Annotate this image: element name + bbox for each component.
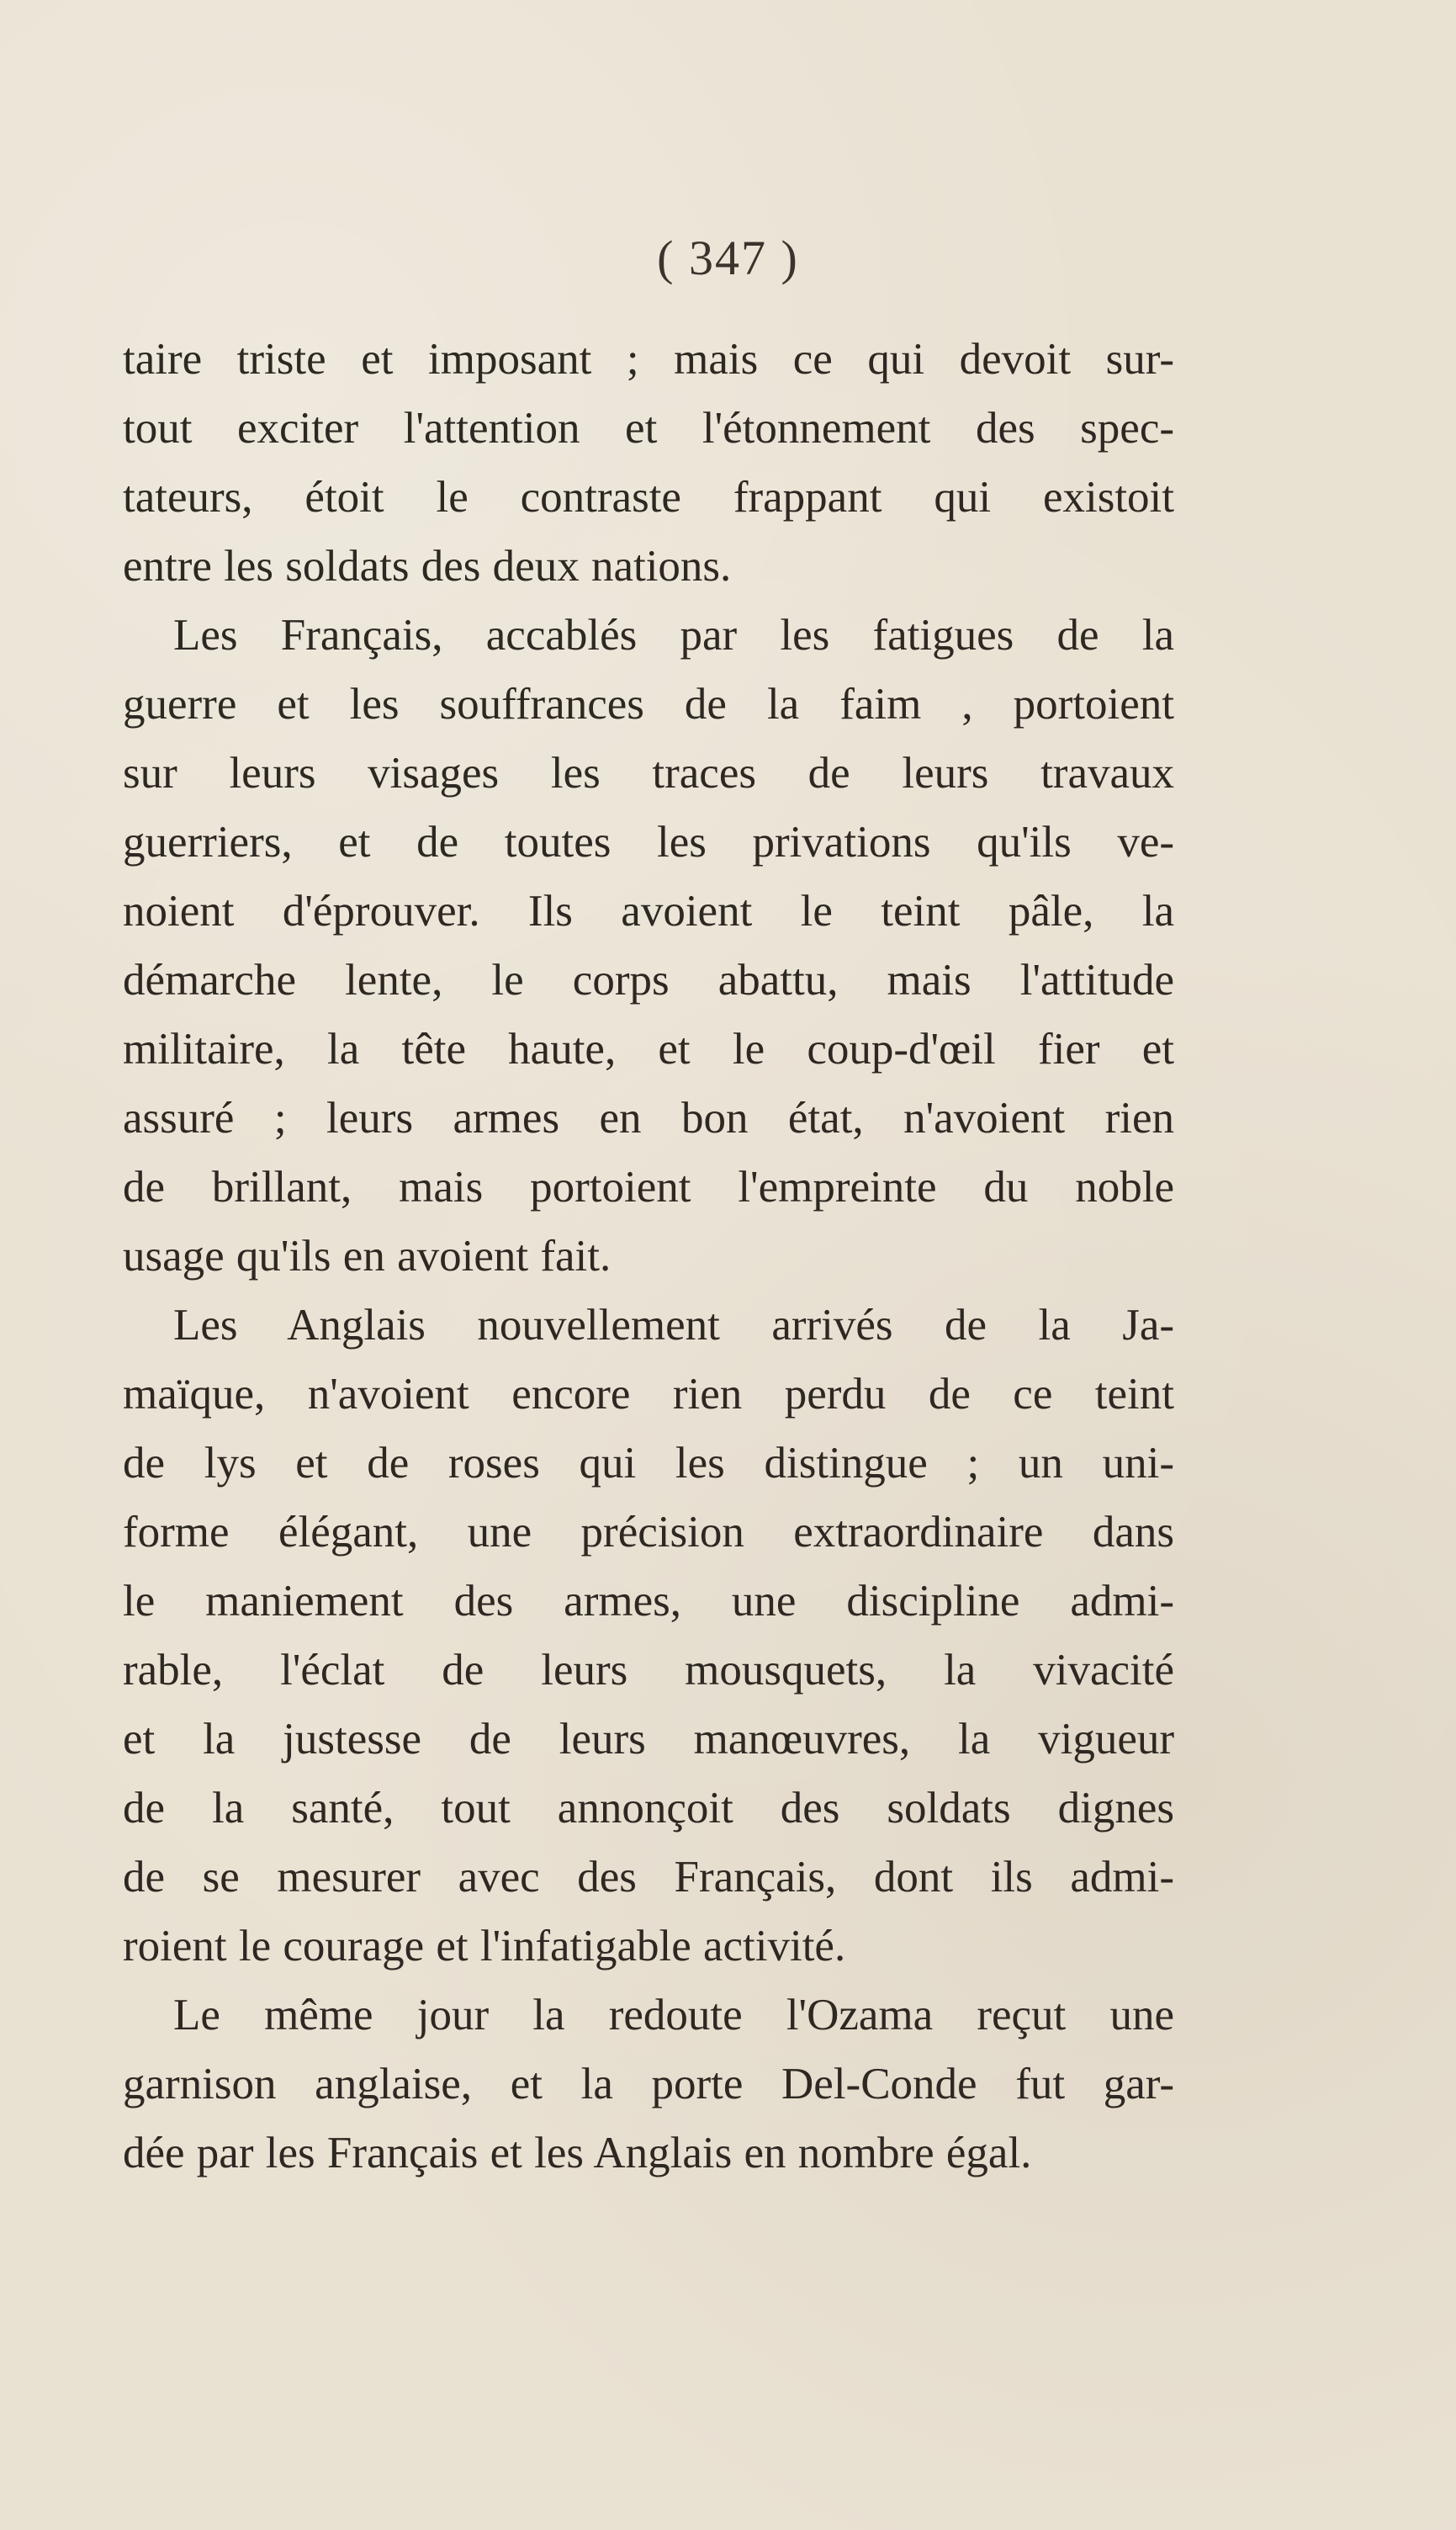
page-number: ( 347 ): [657, 231, 799, 285]
text-line-17: de lys et de roses qui les distingue ; un uni-: [123, 1439, 1174, 1488]
text-line-26: garnison anglaise, et la porte Del-Conde fut gar-: [123, 2060, 1174, 2108]
text-line-19: le maniement des armes, une discipline admi-: [123, 1577, 1174, 1626]
text-line-14: usage qu'ils en avoient fait.: [123, 1232, 612, 1281]
text-line-21: et la justesse de leurs manœuvres, la vigueur: [123, 1715, 1174, 1764]
text-line-12: assuré ; leurs armes en bon état, n'avoient rien: [123, 1094, 1174, 1143]
text-line-25: Le même jour la redoute l'Ozama reçut une: [173, 1991, 1174, 2039]
text-line-16: maïque, n'avoient encore rien perdu de ce teint: [123, 1370, 1174, 1419]
text-line-10: démarche lente, le corps abattu, mais l'attitude: [123, 956, 1174, 1005]
text-line-11: militaire, la tête haute, et le coup-d'œil fier et: [123, 1025, 1174, 1074]
text-line-7: sur leurs visages les traces de leurs travaux: [123, 749, 1174, 798]
text-line-8: guerriers, et de toutes les privations qu'ils ve-: [123, 818, 1174, 867]
text-line-18: forme élégant, une précision extraordinaire dans: [123, 1508, 1174, 1557]
text-line-2: tout exciter l'attention et l'étonnement des spec-: [123, 404, 1174, 453]
text-line-20: rable, l'éclat de leurs mousquets, la vivacité: [123, 1646, 1174, 1695]
text-line-13: de brillant, mais portoient l'empreinte du noble: [123, 1163, 1174, 1212]
text-line-3: tateurs, étoit le contraste frappant qui existoit: [123, 473, 1174, 522]
text-line-15: Les Anglais nouvellement arrivés de la Ja-: [173, 1301, 1174, 1350]
text-line-6: guerre et les souffrances de la faim , portoient: [123, 680, 1174, 729]
text-line-9: noient d'éprouver. Ils avoient le teint pâle, la: [123, 887, 1174, 936]
text-line-4: entre les soldats des deux nations.: [123, 542, 732, 591]
text-line-1: taire triste et imposant ; mais ce qui devoit sur-: [123, 335, 1174, 384]
text-line-27: dée par les Français et les Anglais en nombre égal.: [123, 2129, 1032, 2177]
text-line-24: roient le courage et l'infatigable activité.: [123, 1922, 846, 1970]
page-body: [123, 325, 1174, 2188]
text-line-22: de la santé, tout annonçoit des soldats dignes: [123, 1784, 1174, 1833]
text-line-23: de se mesurer avec des Français, dont ils admi-: [123, 1853, 1174, 1901]
text-line-5: Les Français, accablés par les fatigues de la: [173, 611, 1174, 660]
